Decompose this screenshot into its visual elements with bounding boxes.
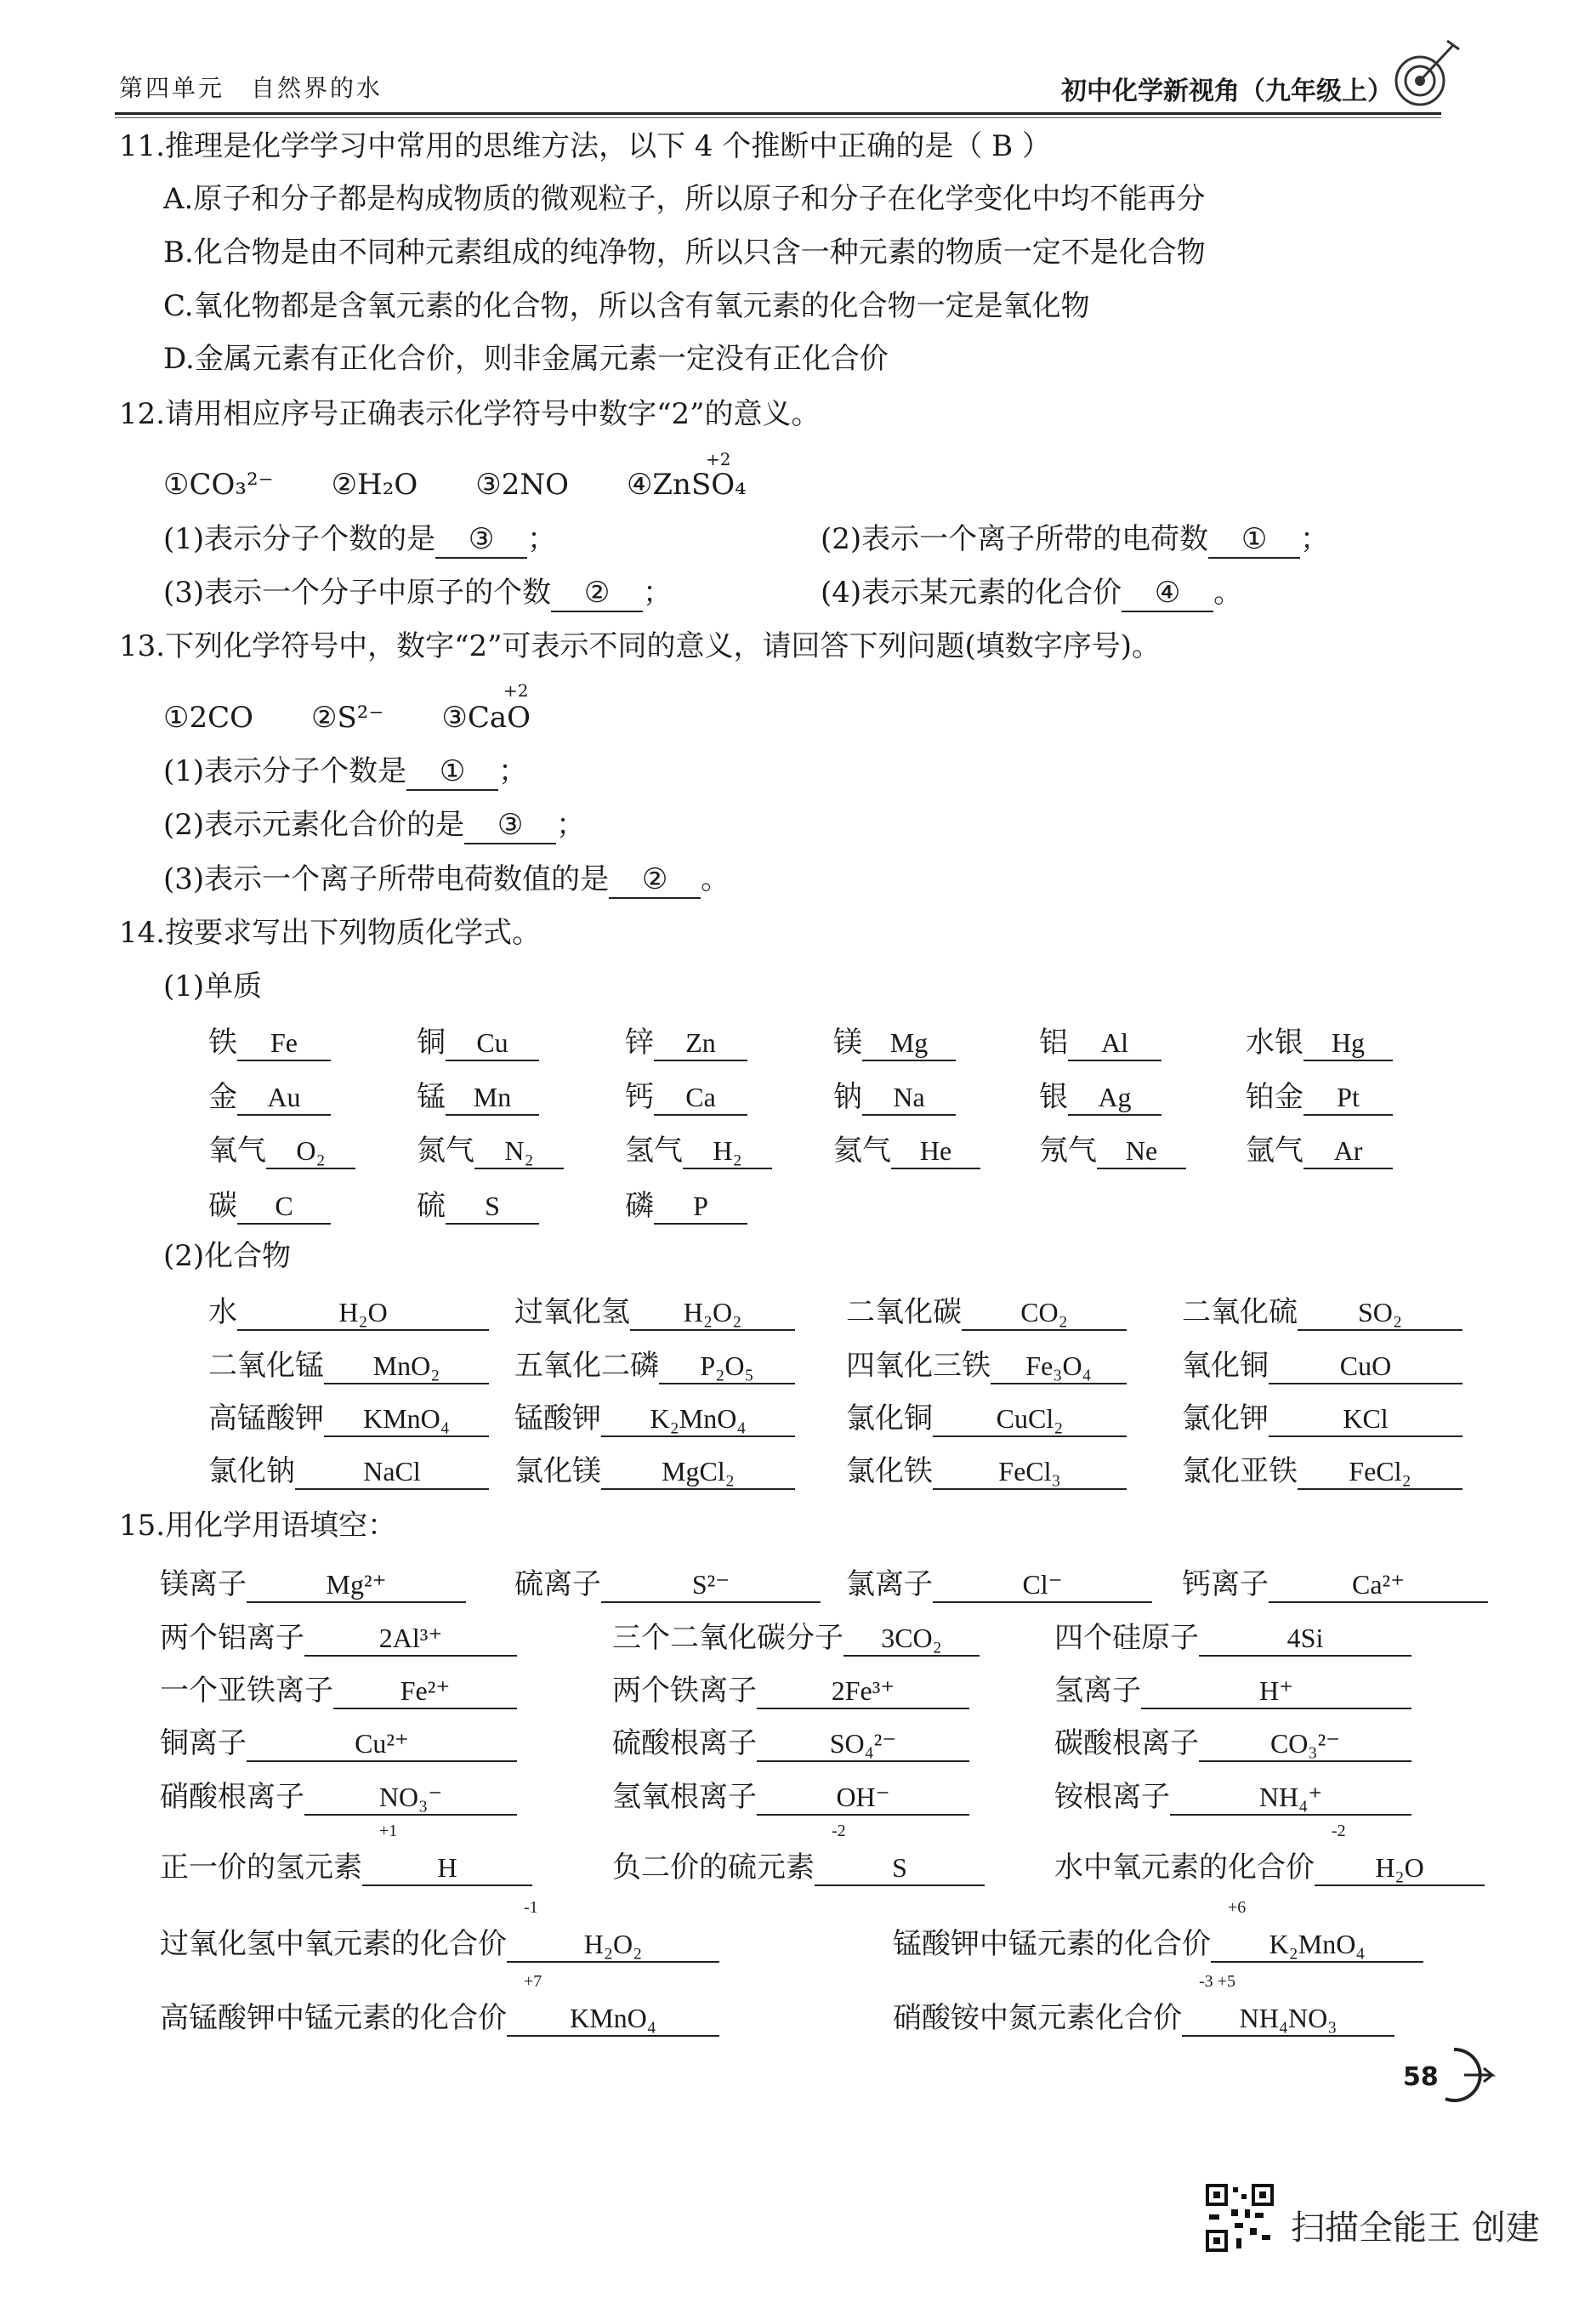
element-item-answer[interactable]: Ag [1068, 1080, 1162, 1116]
compound-item-label: 二氧化碳 [846, 1295, 962, 1329]
compound-item-answer[interactable]: H₂O [237, 1295, 489, 1331]
q11-option-b: B.化合物是由不同种元素组成的纯净物，所以只含一种元素的物质一定不是化合物 [163, 236, 1206, 270]
compound-item-label: 水 [208, 1295, 237, 1329]
q13-item-2 [163, 806, 585, 844]
element-item-label: 锌 [625, 1026, 654, 1060]
element-item [625, 1019, 747, 1061]
element-item-answer[interactable]: Hg [1303, 1026, 1393, 1061]
punct: 。 [1213, 576, 1243, 610]
compound-item [1182, 1395, 1463, 1437]
compound-item [846, 1447, 1127, 1490]
element-item [417, 1073, 539, 1116]
ion-item-answer[interactable]: NO₃⁻ [304, 1780, 517, 1816]
element-item-label: 磷 [625, 1189, 654, 1223]
valence-item-answer[interactable]: S [815, 1850, 985, 1886]
element-item-label: 氮气 [417, 1134, 474, 1168]
element-item [208, 1073, 331, 1116]
element-item-answer[interactable]: He [891, 1134, 980, 1169]
element-item-answer[interactable]: C [237, 1189, 331, 1225]
element-item-label: 氖气 [1039, 1134, 1097, 1168]
element-item [417, 1127, 564, 1169]
element-item-answer[interactable]: Fe [237, 1026, 331, 1061]
element-item-label: 镁 [833, 1026, 862, 1060]
element-item-answer[interactable]: Ar [1303, 1134, 1393, 1169]
element-item-answer[interactable]: Na [862, 1080, 956, 1116]
compound-item-label: 过氧化氢 [514, 1295, 630, 1329]
compound-item [514, 1288, 795, 1331]
ion-item [1054, 1720, 1411, 1762]
compound-item-answer[interactable]: CuCl₂ [933, 1401, 1127, 1437]
compound-item-answer[interactable]: H₂O₂ [630, 1295, 795, 1331]
compound-item-answer[interactable]: FeCl₃ [933, 1454, 1127, 1490]
ion-item-answer[interactable]: 2Fe³⁺ [757, 1674, 969, 1709]
element-item [1039, 1019, 1162, 1061]
element-item [1246, 1127, 1393, 1169]
q12-item-label: (4)表示某元素的化合价 [821, 576, 1122, 610]
element-item [625, 1073, 747, 1116]
element-item-label: 铜 [417, 1026, 446, 1060]
ion-item [846, 1560, 1152, 1603]
element-item-label: 铝 [1039, 1026, 1068, 1060]
ion-item [612, 1720, 969, 1762]
valence-mark: -1 [524, 1898, 538, 1917]
element-item-answer[interactable]: Ne [1097, 1134, 1186, 1169]
element-item-label: 硫 [417, 1189, 446, 1223]
compound-item-label: 氯化钾 [1182, 1401, 1269, 1435]
valence-item-label: 正一价的氢元素 [160, 1850, 362, 1884]
q12-stem: 12.请用相应序号正确表示化学符号中数字“2”的意义。 [119, 397, 821, 431]
q11-stem: 11.推理是化学学习中常用的思维方法，以下 4 个推断中正确的是（ B ） [119, 129, 1051, 163]
ion-item-label: 两个铁离子 [612, 1674, 757, 1708]
element-item-answer[interactable]: Mn [446, 1080, 539, 1116]
header-book-title: 初中化学新视角（九年级上） [1061, 77, 1393, 106]
element-item-label: 碳 [208, 1189, 237, 1223]
compound-item [208, 1288, 489, 1331]
compound-item [208, 1342, 489, 1384]
q12-valence-mark: +2 [706, 449, 731, 469]
element-item-label: 氩气 [1246, 1134, 1303, 1168]
valence-item [1054, 1844, 1485, 1886]
valence-item [612, 1844, 985, 1886]
compound-item-label: 锰酸钾 [514, 1401, 601, 1435]
ion-item-label: 硫酸根离子 [612, 1726, 757, 1760]
q12-item-label: (3)表示一个分子中原子的个数 [163, 576, 552, 610]
q15-stem: 15.用化学用语填空： [119, 1509, 397, 1543]
element-item [1039, 1073, 1162, 1116]
ion-item-answer[interactable]: 3CO₂ [843, 1621, 980, 1657]
q13-valence-mark: +2 [503, 680, 529, 701]
ion-item-answer[interactable]: NH₄⁺ [1170, 1780, 1411, 1816]
valence-item-label: 高锰酸钾中锰元素的化合价 [160, 2001, 507, 2035]
punct: ； [527, 522, 557, 556]
q12-answer-blank[interactable]: ④ [1122, 577, 1213, 612]
ion-item-answer[interactable]: S²⁻ [601, 1567, 821, 1603]
q12-item-4 [821, 574, 1242, 612]
element-item-answer[interactable]: Cu [446, 1026, 539, 1061]
element-item-answer[interactable]: P [654, 1189, 747, 1225]
q13-item-label: (2)表示元素化合价的是 [163, 808, 465, 842]
element-item-answer[interactable]: O₂ [266, 1134, 355, 1169]
ion-item [160, 1773, 517, 1816]
page-number: 58 [1403, 2062, 1439, 2092]
compound-item-answer[interactable]: K₂MnO₄ [601, 1401, 795, 1437]
valence-item-answer[interactable]: NH₄NO₃ [1182, 2001, 1394, 2037]
element-item-label: 铁 [208, 1026, 237, 1060]
valence-item [160, 1844, 532, 1886]
element-item-answer[interactable]: Au [237, 1080, 331, 1116]
ion-item-label: 镁离子 [160, 1567, 247, 1601]
page-arrow-icon [1411, 2041, 1497, 2109]
valence-item-label: 水中氧元素的化合价 [1054, 1850, 1315, 1884]
ion-item-label: 氢氧根离子 [612, 1780, 757, 1814]
element-item [833, 1127, 980, 1169]
ion-item [514, 1560, 821, 1603]
ion-item-answer[interactable]: CO₃²⁻ [1199, 1726, 1411, 1762]
element-item [1246, 1073, 1393, 1116]
compound-item-answer[interactable]: P₂O₅ [659, 1349, 795, 1384]
valence-item-label: 硝酸铵中氮元素化合价 [893, 2001, 1182, 2035]
q13-answer-blank[interactable]: ② [609, 863, 701, 899]
compound-item [514, 1395, 795, 1437]
compound-item-label: 氯化钠 [208, 1454, 295, 1488]
punct: ； [643, 576, 673, 610]
qr-code-icon [1206, 2184, 1274, 2252]
element-item-label: 氧气 [208, 1134, 266, 1168]
q11-option-d: D.金属元素有正化合价，则非金属元素一定没有正化合价 [163, 342, 889, 376]
ion-item [160, 1720, 517, 1762]
q12-answer-blank[interactable]: ① [1208, 523, 1300, 559]
compound-item [208, 1395, 489, 1437]
compound-item-label: 二氧化锰 [208, 1349, 324, 1383]
q13-item-label: (3)表示一个离子所带电荷数值的是 [163, 862, 610, 896]
element-item-answer[interactable]: Pt [1303, 1080, 1393, 1116]
compound-item [1182, 1447, 1463, 1490]
ion-item-answer[interactable]: 4Si [1199, 1621, 1411, 1657]
compound-item-answer[interactable]: CO₂ [962, 1295, 1127, 1331]
q13-answer-blank[interactable]: ① [406, 755, 498, 791]
element-item-answer[interactable]: Ca [654, 1080, 747, 1116]
compound-item-answer[interactable]: MgCl₂ [601, 1454, 795, 1490]
element-item [208, 1182, 331, 1225]
ion-item [612, 1614, 980, 1657]
ion-item [160, 1614, 517, 1657]
q14-stem: 14.按要求写出下列物质化学式。 [119, 916, 542, 950]
q12-answer-blank[interactable]: ③ [435, 523, 527, 559]
element-item-label: 锰 [417, 1080, 446, 1114]
valence-mark: -2 [832, 1822, 846, 1840]
ion-item-answer[interactable]: H⁺ [1141, 1674, 1411, 1709]
element-item-answer[interactable]: Mg [862, 1026, 956, 1061]
compound-item [846, 1288, 1127, 1331]
compound-item [846, 1395, 1127, 1437]
compound-item-answer[interactable]: MnO₂ [324, 1349, 489, 1384]
valence-item-answer[interactable]: H₂O₂ [507, 1927, 719, 1963]
punct: 。 [701, 862, 730, 896]
valence-mark: +1 [379, 1822, 398, 1840]
compound-item-answer[interactable]: NaCl [295, 1454, 489, 1490]
element-item-label: 金 [208, 1080, 237, 1114]
q12-answer-blank[interactable]: ② [551, 577, 643, 612]
ion-item [612, 1773, 969, 1816]
element-item [417, 1182, 539, 1225]
valence-mark: -3 +5 [1199, 1972, 1235, 1991]
q14-part1: (1)单质 [163, 969, 263, 1003]
element-item [833, 1019, 956, 1061]
q12-item-2 [821, 520, 1329, 559]
ion-item-label: 碳酸根离子 [1054, 1726, 1199, 1760]
compound-item-answer[interactable]: KCl [1269, 1401, 1463, 1437]
q13-item-label: (1)表示分子个数是 [163, 754, 407, 788]
q13-stem: 13.下列化学符号中，数字“2”可表示不同的意义，请回答下列问题(填数字序号)。 [119, 629, 1161, 663]
element-item [1039, 1127, 1186, 1169]
ion-item [160, 1560, 466, 1603]
valence-item [893, 1994, 1394, 2037]
ion-item [1182, 1560, 1488, 1603]
punct: ； [556, 808, 586, 842]
valence-mark: -2 [1332, 1822, 1346, 1840]
compound-item-label: 氯化铜 [846, 1401, 933, 1435]
valence-mark: +7 [524, 1972, 542, 1991]
valence-item-label: 过氧化氢中氧元素的化合价 [160, 1927, 507, 1961]
element-item-answer[interactable]: Zn [654, 1026, 747, 1061]
punct: ； [1300, 522, 1330, 556]
compound-item-label: 氯化镁 [514, 1454, 601, 1488]
ion-item-answer[interactable]: Mg²⁺ [247, 1567, 466, 1603]
ion-item [1054, 1614, 1411, 1657]
compound-item [846, 1342, 1127, 1384]
ion-item-label: 铵根离子 [1054, 1780, 1170, 1814]
element-item-label: 氢气 [625, 1134, 683, 1168]
ion-item-answer[interactable]: Ca²⁺ [1269, 1567, 1488, 1603]
ion-item-answer[interactable]: Cu²⁺ [247, 1726, 517, 1762]
element-item-label: 钙 [625, 1080, 654, 1114]
element-item-label: 钠 [833, 1080, 862, 1114]
valence-item [893, 1920, 1423, 1963]
valence-item-answer[interactable]: KMnO₄ [507, 2001, 719, 2037]
q13-answer-blank[interactable]: ③ [464, 809, 556, 844]
q12-item-label: (1)表示分子个数的是 [163, 522, 436, 556]
valence-mark: +6 [1228, 1898, 1247, 1917]
compound-item-answer[interactable]: FeCl₂ [1298, 1454, 1463, 1490]
ion-item [612, 1667, 969, 1709]
compound-item [514, 1447, 795, 1490]
compound-item-label: 二氧化硫 [1182, 1295, 1298, 1329]
element-item-label: 铂金 [1246, 1080, 1303, 1114]
element-item-answer[interactable]: Al [1068, 1026, 1162, 1061]
element-item [1246, 1019, 1393, 1061]
compound-item-answer[interactable]: SO₂ [1298, 1295, 1463, 1331]
q13-item-3 [163, 861, 730, 899]
element-item-label: 银 [1039, 1080, 1068, 1114]
compound-item-label: 五氧化二磷 [514, 1349, 659, 1383]
compound-item-label: 高锰酸钾 [208, 1401, 324, 1435]
compound-item-label: 四氧化三铁 [846, 1349, 991, 1383]
ion-item-label: 氯离子 [846, 1567, 933, 1601]
target-logo-icon [1386, 34, 1463, 111]
valence-item-answer[interactable]: H [362, 1850, 532, 1886]
ion-item-label: 四个硅原子 [1054, 1621, 1199, 1655]
valence-item-answer[interactable]: K₂MnO₄ [1211, 1927, 1423, 1963]
element-item [208, 1019, 331, 1061]
q12-symbols: ①CO₃²⁻ ②H₂O ③2NO ④ZnSO₄ [163, 468, 747, 502]
compound-item-answer[interactable]: CuO [1269, 1349, 1463, 1384]
ion-item-answer[interactable]: Fe²⁺ [333, 1674, 517, 1709]
ion-item-label: 钙离子 [1182, 1567, 1269, 1601]
ion-item [1054, 1667, 1411, 1709]
ion-item-label: 两个铝离子 [160, 1621, 304, 1655]
header-rule-thin [115, 117, 1441, 118]
valence-item-label: 负二价的硫元素 [612, 1850, 815, 1884]
ion-item-answer[interactable]: OH⁻ [757, 1780, 969, 1816]
compound-item [514, 1342, 795, 1384]
element-item-label: 氦气 [833, 1134, 891, 1168]
compound-item-answer[interactable]: KMnO₄ [324, 1401, 489, 1437]
valence-item-answer[interactable]: H₂O [1315, 1850, 1485, 1886]
element-item-answer[interactable]: S [446, 1189, 539, 1225]
header-rule [115, 112, 1441, 115]
ion-item-answer[interactable]: Cl⁻ [933, 1567, 1152, 1603]
compound-item [208, 1447, 489, 1490]
compound-item-label: 氧化铜 [1182, 1349, 1269, 1383]
compound-item [1182, 1342, 1463, 1384]
q12-item-1 [163, 520, 556, 559]
header-unit-title: 第四单元 自然界的水 [119, 74, 383, 102]
element-item-label: 水银 [1246, 1026, 1303, 1060]
q12-item-label: (2)表示一个离子所带的电荷数 [821, 522, 1209, 556]
element-item [208, 1127, 355, 1169]
compound-item-label: 氯化铁 [846, 1454, 933, 1488]
ion-item-answer[interactable]: SO₄²⁻ [757, 1726, 969, 1762]
compound-item-answer[interactable]: Fe₃O₄ [991, 1349, 1127, 1384]
punct: ； [498, 754, 528, 788]
element-item-answer[interactable]: N₂ [474, 1134, 564, 1169]
compound-item-label: 氯化亚铁 [1182, 1454, 1298, 1488]
q13-symbols: ①2CO ②S²⁻ ③CaO [163, 701, 531, 735]
q12-item-3 [163, 574, 672, 612]
compound-item [1182, 1288, 1463, 1331]
ion-item [1054, 1773, 1411, 1816]
element-item [625, 1127, 772, 1169]
q11-option-a: A.原子和分子都是构成物质的微观粒子，所以原子和分子在化学变化中均不能再分 [163, 182, 1206, 216]
q14-part2: (2)化合物 [163, 1239, 292, 1273]
ion-item [160, 1667, 517, 1709]
valence-item [160, 1920, 719, 1963]
ion-item-label: 硫离子 [514, 1567, 601, 1601]
ion-item-label: 一个亚铁离子 [160, 1674, 333, 1708]
valence-item-label: 锰酸钾中锰元素的化合价 [893, 1927, 1211, 1961]
ion-item-label: 铜离子 [160, 1726, 247, 1760]
q13-item-1 [163, 753, 527, 791]
q11-option-c: C.氧化物都是含氧元素的化合物，所以含有氧元素的化合物一定是氧化物 [163, 289, 1090, 323]
ion-item-label: 氢离子 [1054, 1674, 1141, 1708]
scanner-watermark: 扫描全能王 创建 [1291, 2209, 1540, 2248]
ion-item-label: 三个二氧化碳分子 [612, 1621, 843, 1655]
element-item [417, 1019, 539, 1061]
element-item [625, 1182, 747, 1225]
valence-item [160, 1994, 719, 2037]
ion-item-answer[interactable]: 2Al³⁺ [304, 1621, 517, 1657]
element-item [833, 1073, 956, 1116]
ion-item-label: 硝酸根离子 [160, 1780, 304, 1814]
element-item-answer[interactable]: H₂ [683, 1134, 772, 1169]
